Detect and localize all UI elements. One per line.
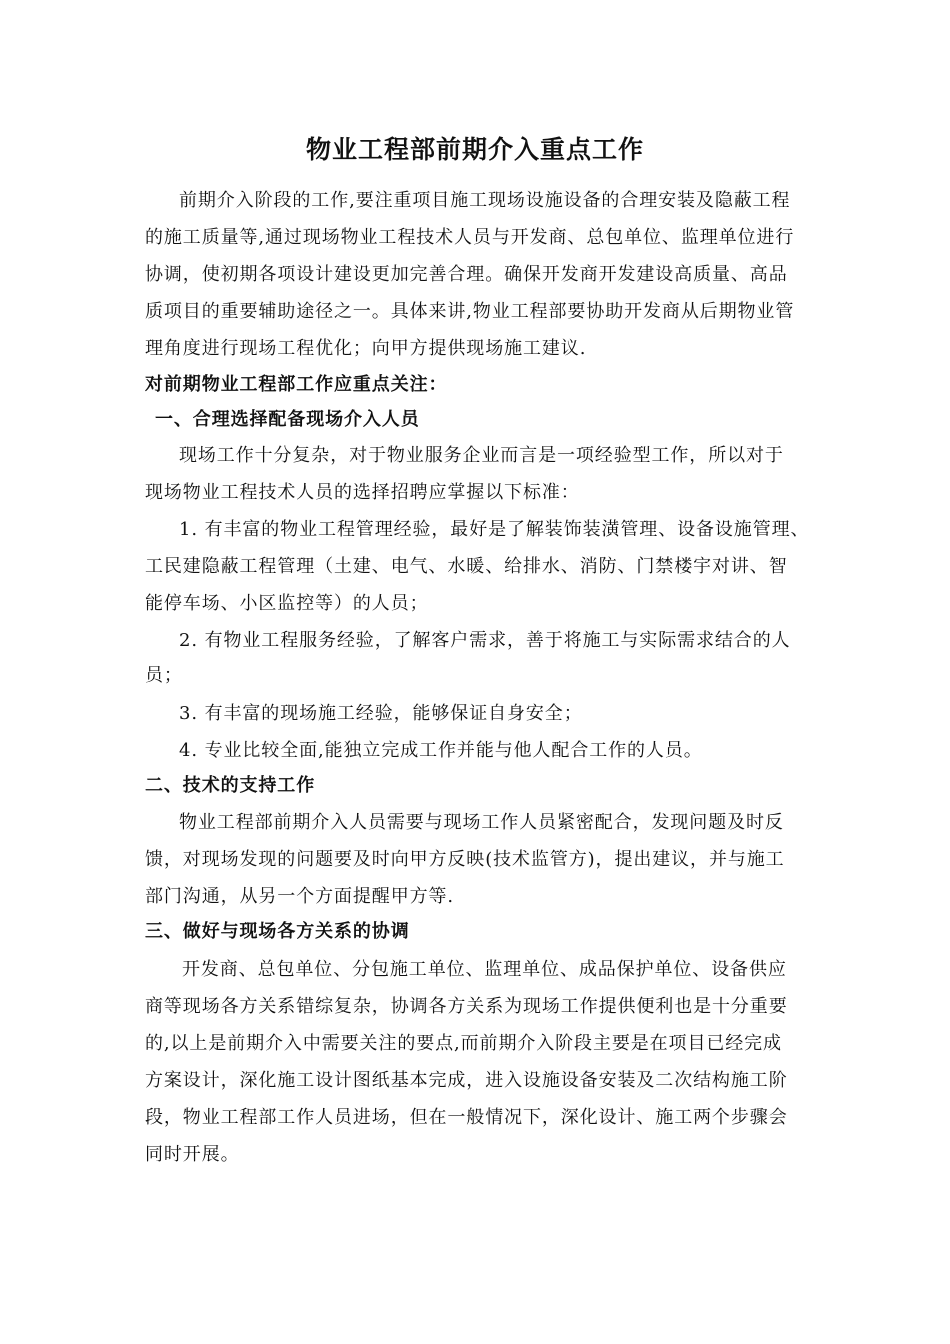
- section1-intro-line: 现场物业工程技术人员的选择招聘应掌握以下标准：: [145, 482, 580, 503]
- section3-line: 段，物业工程部工作人员进场，但在一般情况下，深化设计、施工两个步骤会: [145, 1107, 788, 1128]
- list-item: 3. 有丰富的现场施工经验，能够保证自身安全；: [179, 703, 583, 724]
- section2-line: 馈，对现场发现的问题要及时向甲方反映(技术监管方)，提出建议，并与施工: [145, 849, 785, 870]
- section3-line: 商等现场各方关系错综复杂，协调各方关系为现场工作提供便利也是十分重要: [145, 996, 788, 1017]
- list-item: 2. 有物业工程服务经验，了解客户需求，善于将施工与实际需求结合的人: [179, 630, 791, 651]
- list-item: 1. 有丰富的物业工程管理经验，最好是了解装饰装潢管理、设备设施管理、: [179, 519, 810, 540]
- intro-line: 协调，使初期各项设计建设更加完善合理。确保开发商开发建设高质量、高品: [145, 264, 788, 285]
- section3-line: 同时开展。: [145, 1144, 240, 1165]
- section-heading: 一、合理选择配备现场介入人员: [155, 409, 420, 430]
- list-item: 4. 专业比较全面,能独立完成工作并能与他人配合工作的人员。: [179, 740, 703, 761]
- list-item-continuation: 工民建隐蔽工程管理（土建、电气、水暖、给排水、消防、门禁楼宇对讲、智: [145, 556, 788, 577]
- section2-line: 部门沟通，从另一个方面提醒甲方等.: [145, 886, 455, 907]
- section-heading: 二、技术的支持工作: [145, 775, 316, 796]
- intro-line: 的施工质量等,通过现场物业工程技术人员与开发商、总包单位、监理单位进行: [145, 227, 795, 248]
- intro-line: 前期介入阶段的工作,要注重项目施工现场设施设备的合理安装及隐蔽工程: [179, 190, 791, 211]
- section3-line: 方案设计，深化施工设计图纸基本完成，进入设施设备安装及二次结构施工阶: [145, 1070, 788, 1091]
- section1-intro-line: 现场工作十分复杂，对于物业服务企业而言是一项经验型工作，所以对于: [179, 445, 784, 466]
- section-heading: 三、做好与现场各方关系的协调: [145, 921, 410, 942]
- section3-line: 的,以上是前期介入中需要关注的要点,而前期介入阶段主要是在项目已经完成: [145, 1033, 782, 1054]
- section2-line: 物业工程部前期介入人员需要与现场工作人员紧密配合，发现问题及时反: [179, 812, 784, 833]
- intro-line: 质项目的重要辅助途径之一。具体来讲,物业工程部要协助开发商从后期物业管: [145, 301, 795, 322]
- focus-heading: 对前期物业工程部工作应重点关注：: [145, 374, 448, 395]
- list-item-continuation: 能停车场、小区监控等）的人员；: [145, 593, 429, 614]
- section3-line: 开发商、总包单位、分包施工单位、监理单位、成品保护单位、设备供应: [182, 959, 787, 980]
- list-item-continuation: 员；: [145, 665, 183, 686]
- intro-line: 理角度进行现场工程优化；向甲方提供现场施工建议.: [145, 338, 587, 359]
- document-title: 物业工程部前期介入重点工作: [305, 135, 644, 164]
